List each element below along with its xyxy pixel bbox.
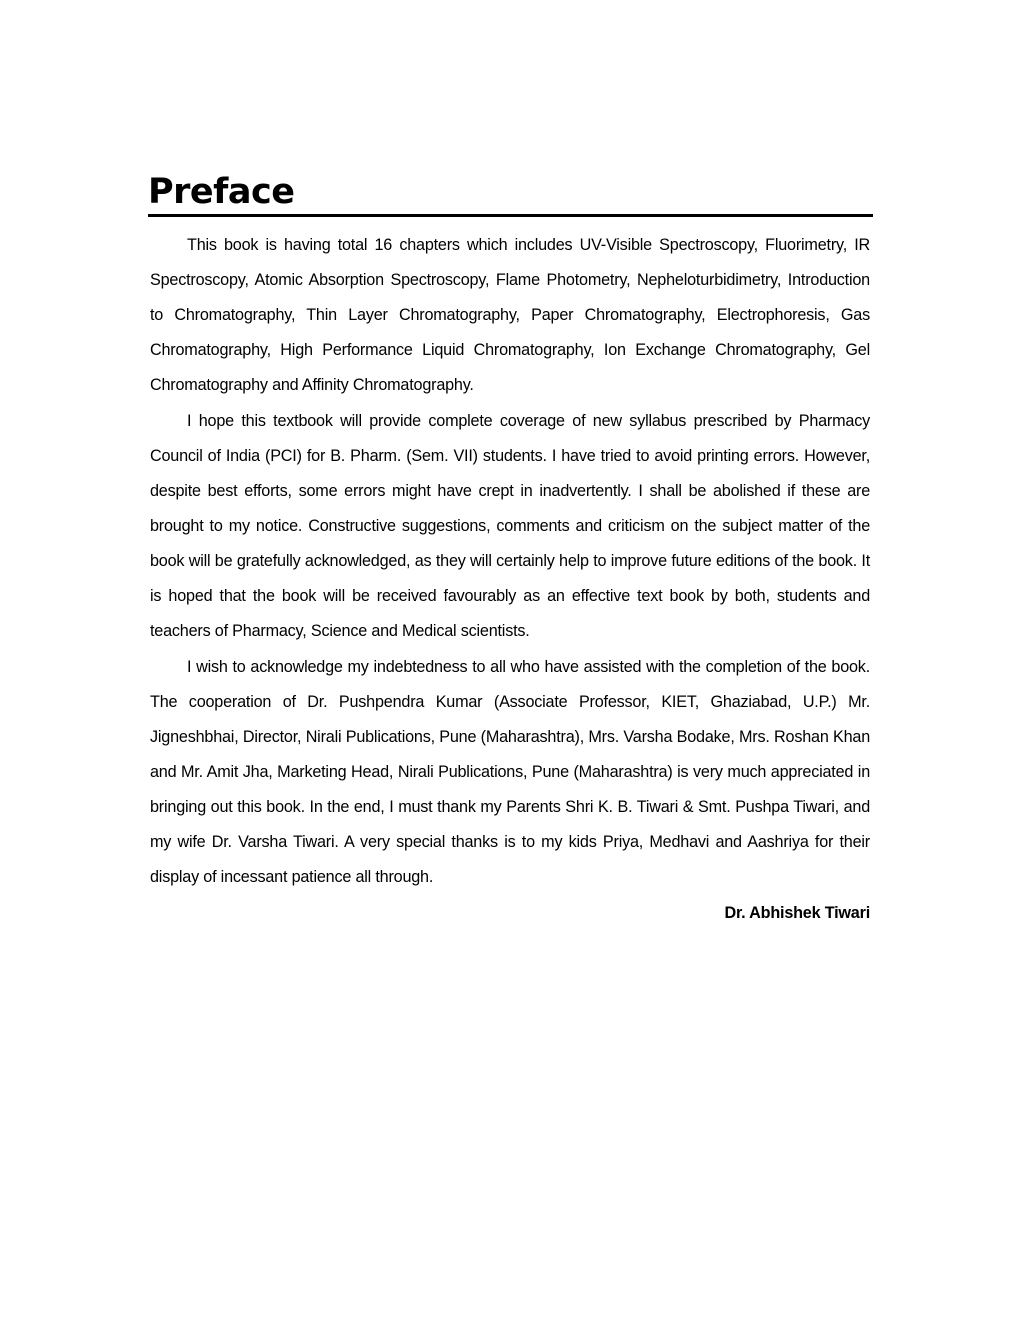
preface-body (150, 228, 870, 931)
preface-page (150, 170, 870, 931)
paragraph-acknowledgement: I wish to acknowledge my indebtedness to all who have assisted with the completion of the book. The cooperation of Dr. Pushpendra Kumar (Associate Professor, KIET, Ghaziabad, U.P.) Mr. Jigneshbhai, Director, Nirali Publications, Pune (Maharashtra), Mrs. Varsha Bodake, Mrs. Roshan Khan and Mr. Amit Jha, Marketing Head, Nirali Publications, Pune (Maharashtra) is very much appreciated in bringing out this book. In the end, I must thank my Parents Shri K. B. Tiwari & Smt. Pushpa Tiwari, and my wife Dr. Varsha Tiwari. A very special thanks is to my kids Priya, Medhavi and Aashriya for their display of incessant patience all through. (150, 658, 870, 886)
page-title: Preface (148, 172, 295, 212)
paragraph-chapters: This book is having total 16 chapters which includes UV-Visible Spectroscopy, Fluorimetry, IR Spectroscopy, Atomic Absorption Spectroscopy, Flame Photometry, Nepheloturbidimetry, Introduction to Chromatography, Thin Layer Chromatography, Paper Chromatography, Electrophoresis, Gas Chromatography, High Performance Liquid Chromatography, Ion Exchange Chromatography, Gel Chromatography and Affinity Chromatography. (150, 236, 870, 394)
paragraph-coverage: I hope this textbook will provide complete coverage of new syllabus prescribed by Pharmacy Council of India (PCI) for B. Pharm. (Sem. VII) students. I have tried to avoid printing errors. However, despite best efforts, some errors might have crept in inadvertently. I shall be abolished if these are brought to my notice. Constructive suggestions, comments and criticism on the subject matter of the book will be gratefully acknowledged, as they will certainly help to improve future editions of the book. It is hoped that the book will be received favourably as an effective text book by both, students and teachers of Pharmacy, Science and Medical scientists. (150, 412, 870, 640)
title-underline (148, 214, 873, 217)
author-signature: Dr. Abhishek Tiwari (724, 904, 870, 922)
